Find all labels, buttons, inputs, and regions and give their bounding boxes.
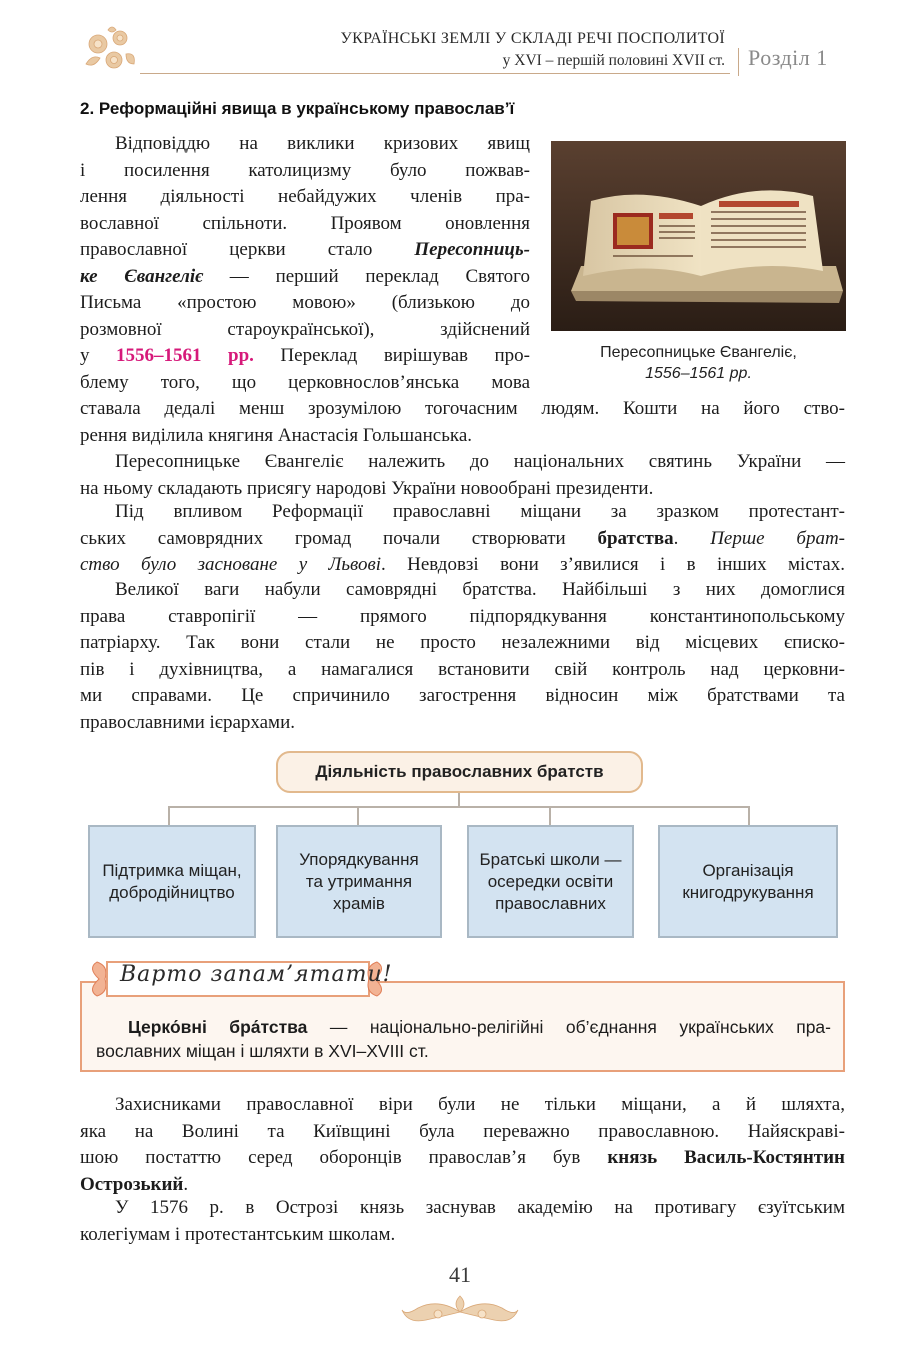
paragraph-4 — [80, 577, 845, 736]
text-run: Переклад вирішував про- — [253, 345, 530, 366]
running-header-title: УКРАЇНСЬКІ ЗЕМЛІ У СКЛАДІ РЕЧІ ПОСПОЛИТОЇ — [340, 30, 725, 47]
text-line: розмовної староукраїнської), здійснений — [80, 318, 530, 340]
text-line: Відповіддю на виклики кризових явищ — [115, 133, 530, 154]
text-line: права ставропігії — прямого підпорядкування константинопольському — [80, 605, 845, 627]
text-line: Захисниками православної віри були не тільки міщани, а й шляхта, — [115, 1094, 845, 1115]
section-label: Розділ 1 — [748, 45, 828, 70]
caption-line: Пересопницьке Євангеліє, — [600, 344, 797, 361]
floral-footer-ornament-icon — [398, 1290, 523, 1328]
text-line: Пересопницьке Євангеліє належить до національних святинь України — — [115, 451, 845, 472]
italic-run: ство було засноване у Львові — [80, 554, 382, 575]
diagram-connector — [458, 793, 460, 807]
diagram-connector — [748, 806, 750, 826]
header-rule — [140, 73, 730, 74]
text-run: — національно-релігійні об’єднання українських пра- — [307, 1017, 831, 1037]
text-run: у — [80, 345, 117, 366]
text-line: православними ієрархами. — [80, 711, 296, 733]
paragraph-3 — [80, 499, 845, 579]
text-line: ставала дедалі менш зрозумілою тогочасним людям. Кошти на його ство- — [80, 398, 845, 419]
text-line — [80, 526, 845, 553]
diagram-title: Діяльність православних братств — [276, 751, 643, 793]
diagram-connector — [357, 806, 359, 826]
prince-name: князь Василь-Костянтин — [607, 1147, 846, 1168]
text-line — [80, 1145, 845, 1172]
text-line: лення діяльності небайдужих членів пра- — [80, 186, 530, 207]
text-run: ських самоврядних громад почали створювати — [80, 527, 598, 549]
diagram-box-schools: Братські школи — осередки освіти православних — [467, 825, 634, 938]
definition-line: вославних міщан і шляхти в XVI–XVIII ст. — [96, 1041, 429, 1061]
open-book-illustration — [551, 141, 846, 331]
text-line: яка на Волині та Київщині була переважно православною. Найяскраві- — [80, 1120, 845, 1142]
diagram-box-support: Підтримка міщан, добродійництво — [88, 825, 256, 938]
text-line: блему того, що церковнослов’янська мова — [80, 371, 530, 393]
remember-definition — [96, 1015, 831, 1063]
defined-term: Церко́вні бра́тства — [128, 1017, 308, 1037]
text-line: ми справами. Це спричинило загострення відносин між братствами та — [80, 685, 845, 706]
paragraph-2 — [80, 449, 845, 502]
term-gospel: ке Євангеліє — [80, 265, 204, 287]
text-run: шою постаттю серед оборонців православ’я був — [80, 1147, 608, 1168]
diagram-box-churches: Упорядкування та утримання храмів — [276, 825, 442, 938]
text-line: на ньому складають присягу народові України новообрані президенти. — [80, 477, 654, 499]
caption-date: 1556–1561 рр. — [645, 365, 752, 382]
text-run: . — [673, 527, 711, 549]
text-line: пів і духівництва, а намагалися встановити свій контроль над церковни- — [80, 658, 845, 680]
text-line: рення виділила княгиня Анастасія Гольшанська. — [80, 424, 473, 446]
diagram-connector — [168, 806, 170, 826]
italic-run: Перше брат- — [710, 527, 845, 549]
term-brotherhoods: братства — [597, 527, 674, 549]
text-line: і посилення католицизму було пожвав- — [80, 159, 530, 181]
paragraph-1-continued — [80, 396, 845, 449]
definition-line — [96, 1015, 831, 1039]
text-line: Під впливом Реформації православні міщани за зразком протестант- — [115, 501, 845, 522]
diagram-box-printing: Організація книгодрукування — [658, 825, 838, 938]
gospel-book-photo — [551, 141, 846, 331]
remember-title: Варто запам’ятати! — [120, 962, 393, 987]
text-run: — перший переклад Святого — [203, 265, 531, 287]
text-line: патріарху. Так вони стали не просто незалежними від місцевих єписко- — [80, 632, 845, 653]
running-header-subtitle: у XVI – першій половині XVII ст. — [502, 52, 725, 69]
term-peresopnytsia: Пересопниць- — [414, 239, 530, 260]
header-divider — [738, 48, 739, 76]
paragraph-5 — [80, 1092, 845, 1198]
text-line: вославної спільноти. Проявом оновлення — [80, 212, 530, 234]
text-run: православної церкви стало — [80, 239, 415, 260]
text-line: Великої ваги набули самоврядні братства. Найбільші з них домоглися — [115, 579, 845, 600]
text-line — [80, 237, 530, 264]
photo-caption — [551, 342, 846, 384]
text-line: Письма «простою мовою» (близькою до — [80, 292, 530, 313]
paragraph-1 — [80, 131, 530, 396]
section-heading: 2. Реформаційні явища в українському православ’ї — [80, 99, 515, 118]
page-number: 41 — [449, 1262, 471, 1287]
text-line — [80, 343, 530, 370]
prince-surname: Острозький — [80, 1173, 184, 1195]
text-line — [80, 552, 845, 579]
diagram-connector — [549, 806, 551, 826]
text-run: . — [183, 1173, 189, 1195]
floral-ornament-icon — [78, 24, 140, 76]
text-line — [80, 264, 530, 291]
text-line: колегіумам і протестантським школам. — [80, 1223, 396, 1245]
text-run: . Невдовзі вони з’явилися і в інших містах. — [381, 554, 845, 575]
diagram-connector — [168, 806, 750, 808]
text-line: У 1576 р. в Острозі князь заснував академію на противагу єзуїтським — [115, 1197, 845, 1218]
date-highlight: 1556–1561 рр. — [116, 345, 254, 366]
paragraph-6 — [80, 1195, 845, 1248]
